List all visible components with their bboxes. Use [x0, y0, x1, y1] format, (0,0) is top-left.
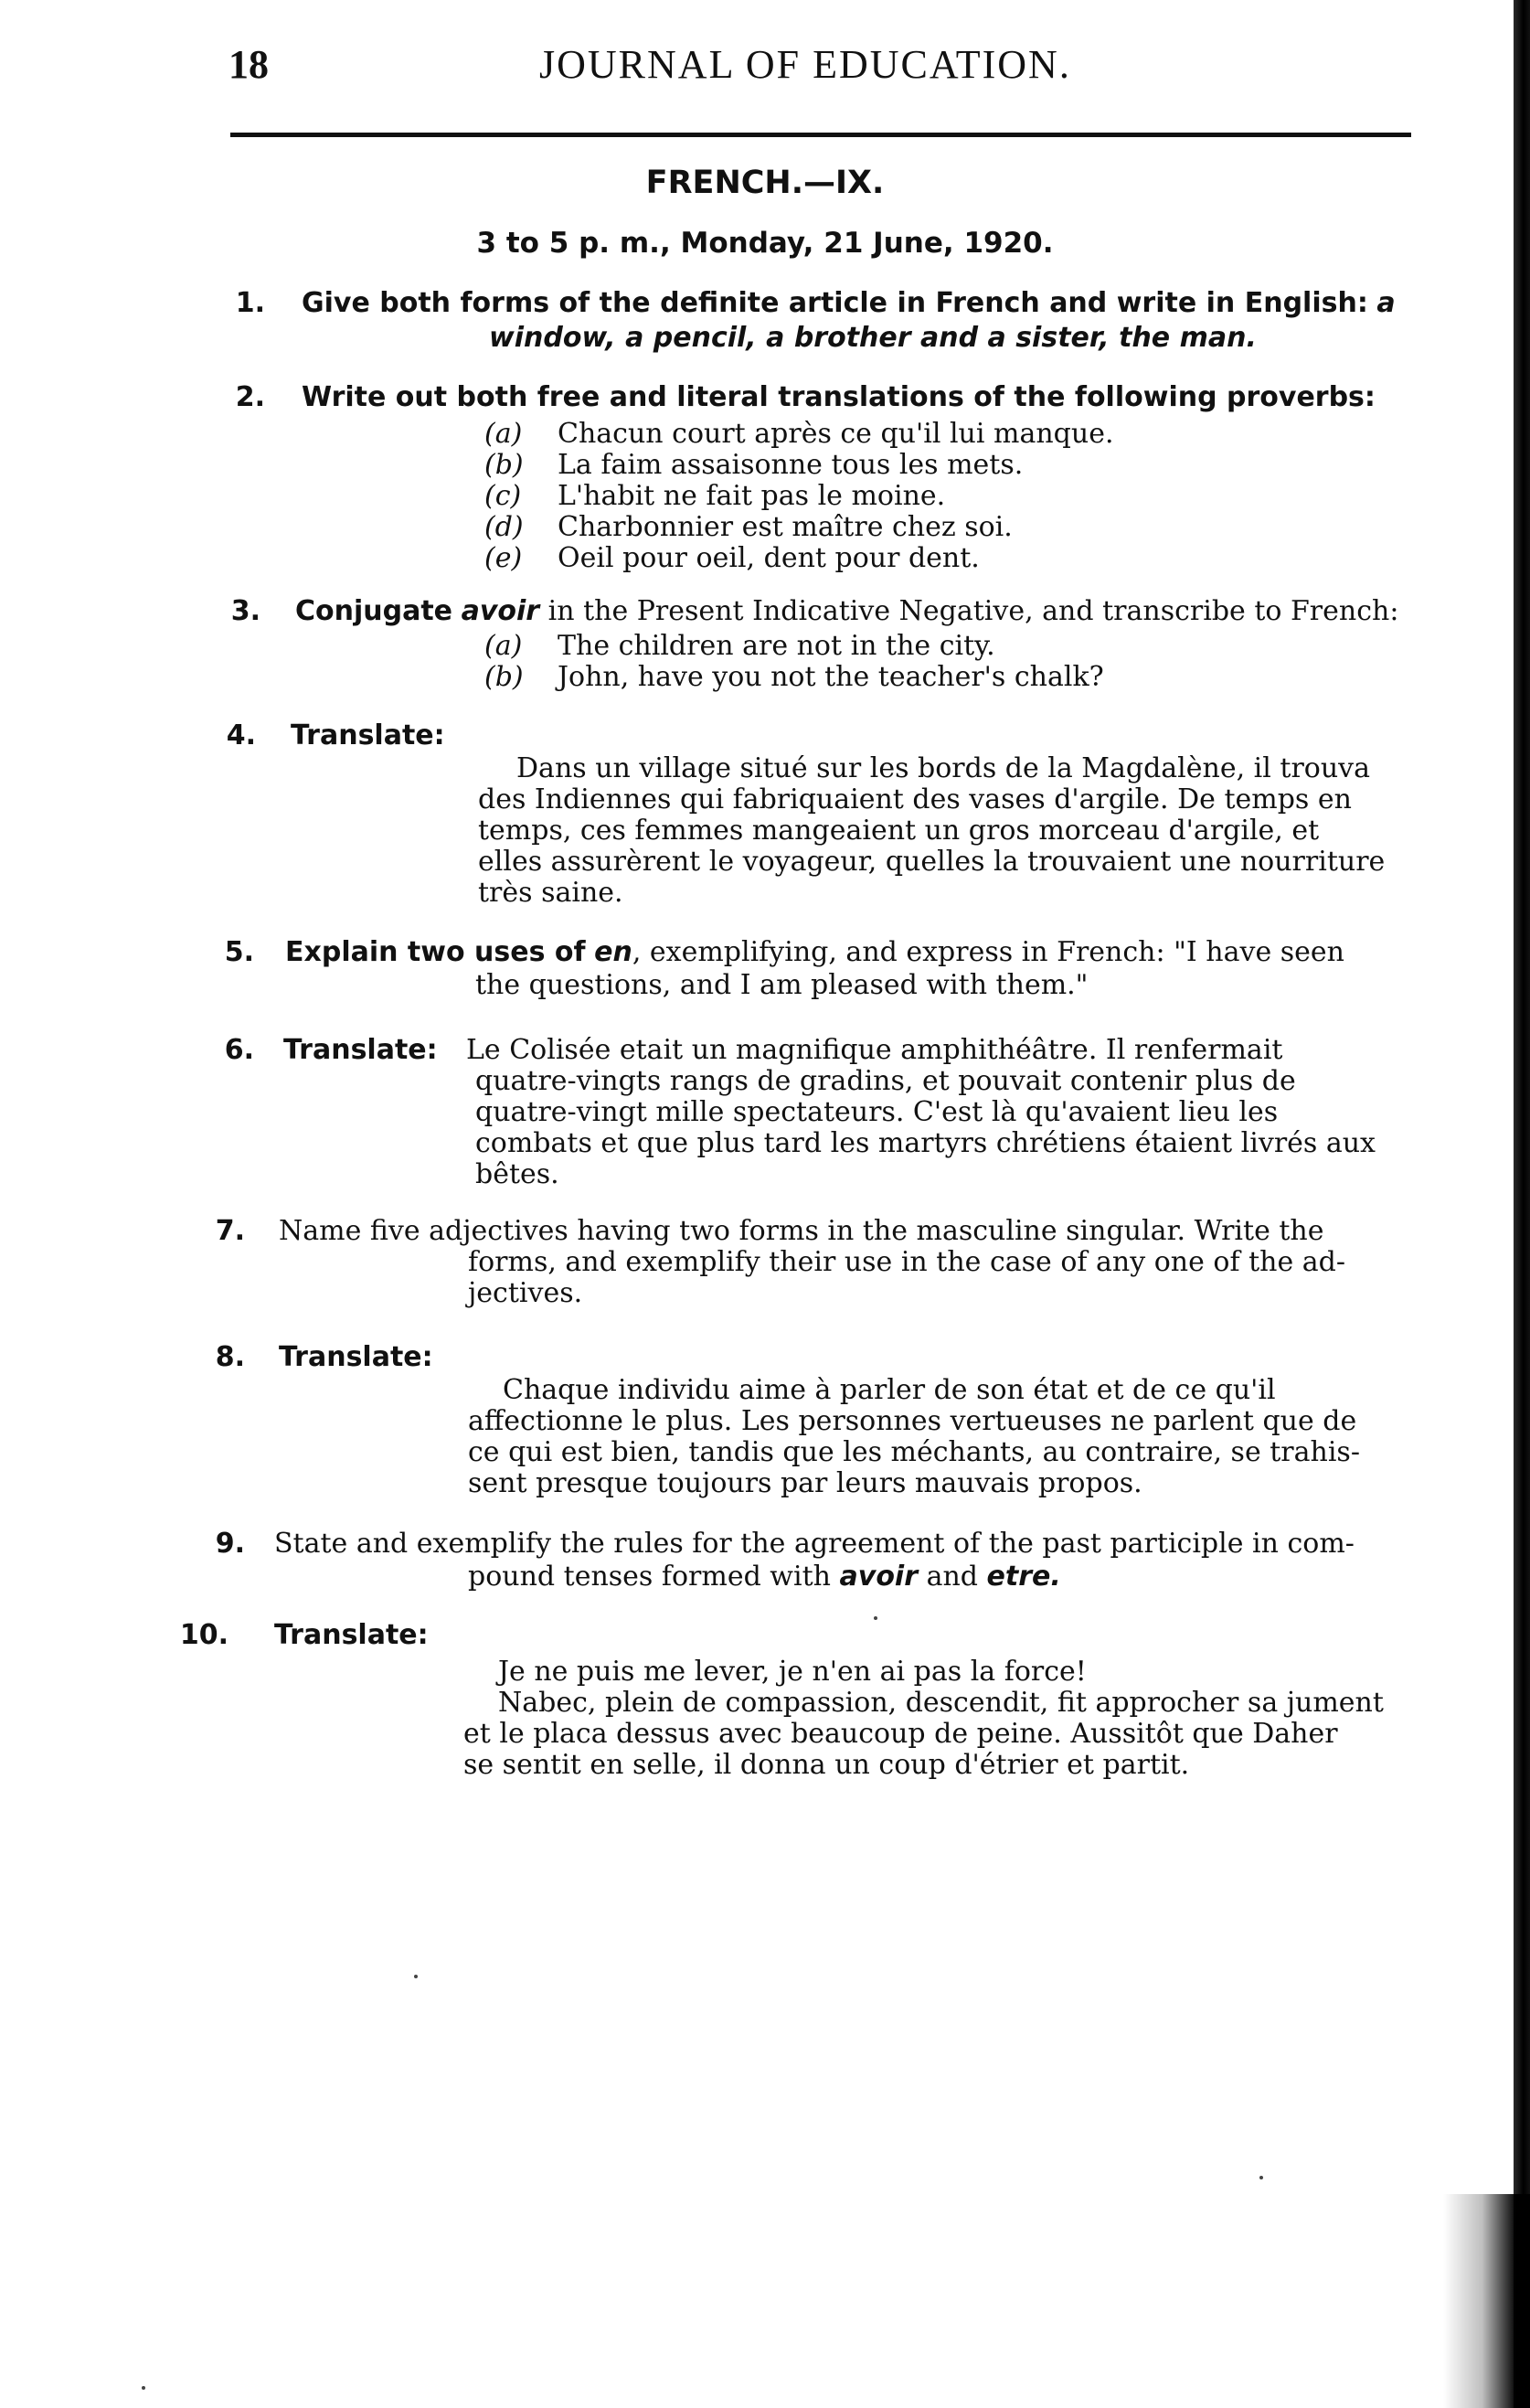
passage-line: Chaque individu aime à parler de son état et de ce qu'il	[503, 1374, 1276, 1406]
question-3	[228, 596, 1417, 697]
proverb-item	[484, 481, 945, 512]
item-text: Chacun court après ce qu'il lui manque.	[558, 418, 1114, 450]
question-1	[228, 288, 1417, 361]
binding-shadow	[1443, 2194, 1530, 2408]
print-speck	[874, 1616, 877, 1620]
header-rule	[230, 133, 1411, 137]
item-label: (c)	[484, 480, 522, 512]
question-prompt	[295, 596, 1398, 627]
passage-line: quatre-vingts rangs de gradins, et pouvait contenir plus de	[475, 1065, 1296, 1097]
item-text: Charbonnier est maître chez soi.	[558, 511, 1013, 543]
question-9	[215, 1528, 1417, 1602]
question-5	[224, 936, 1417, 1010]
question-lead: Explain two uses of	[285, 936, 586, 968]
passage-line: temps, ces femmes mangeaient un gros morceau d'argile, et	[478, 815, 1320, 847]
question-number: 6.	[224, 1034, 254, 1066]
exam-subtitle: 3 to 5 p. m., Monday, 21 June, 1920.	[476, 227, 1054, 260]
transcribe-item	[484, 662, 1104, 693]
transcribe-item	[484, 631, 995, 662]
passage-line: très saine.	[478, 877, 623, 909]
passage-line: affectionne le plus. Les personnes vertueuses ne parlent que de	[468, 1405, 1357, 1437]
item-label: (d)	[484, 511, 524, 543]
print-speck	[414, 1975, 418, 1978]
question-prompt: State and exemplify the rules for the agreement of the past participle in com-	[274, 1528, 1355, 1560]
question-word-avoir: avoir	[839, 1561, 919, 1593]
question-conjunction: and	[926, 1561, 978, 1593]
print-speck	[142, 2386, 145, 2390]
question-number: 8.	[215, 1341, 245, 1373]
question-7	[215, 1215, 1417, 1316]
question-8	[215, 1341, 1417, 1507]
question-text	[302, 288, 1396, 319]
question-number: 7.	[215, 1215, 245, 1247]
passage-line: Le Colisée etait un magnifique amphithéâtre. Il renfermait	[466, 1034, 1283, 1066]
proverb-item	[484, 419, 1113, 450]
proverb-item	[484, 512, 1013, 543]
passage-line: combats et que plus tard les martyrs chrétiens étaient livrés aux	[475, 1127, 1376, 1159]
passage-line: Nabec, plein de compassion, descendit, fit approcher sa jument	[498, 1687, 1384, 1719]
question-text-continued: window, a pencil, a brother and a sister, the man.	[489, 322, 1257, 354]
passage-line: ce qui est bien, tandis que les méchants, au contraire, se trahis-	[468, 1436, 1360, 1468]
question-6	[224, 1034, 1417, 1199]
passage-line: et le placa dessus avec beaucoup de peine. Aussitôt que Daher	[463, 1718, 1338, 1750]
question-text-pre: pound tenses formed with	[468, 1561, 831, 1593]
question-prompt: Give both forms of the definite article in French and write in English:	[302, 287, 1368, 319]
question-verb-pre: Conjugate	[295, 595, 453, 627]
proverb-item	[484, 450, 1023, 481]
question-text-continued: jectives.	[468, 1277, 583, 1309]
question-prompt: Write out both free and literal translations of the following proverbs:	[302, 381, 1376, 413]
item-text: La faim assaisonne tous les mets.	[558, 449, 1024, 481]
question-lead: Translate:	[274, 1619, 429, 1651]
question-2	[228, 382, 1417, 574]
print-speck	[1259, 2176, 1263, 2179]
question-number: 2.	[235, 381, 265, 413]
journal-title: JOURNAL OF EDUCATION.	[539, 42, 1071, 87]
item-text: Oeil pour oeil, dent pour dent.	[558, 542, 980, 574]
question-number: 5.	[224, 936, 254, 968]
question-lead: Translate:	[279, 1341, 433, 1373]
question-verb: avoir	[461, 595, 540, 627]
proverb-item	[484, 543, 980, 574]
question-number: 9.	[215, 1528, 245, 1560]
passage-line: elles assurèrent le voyageur, quelles la trouvaient une nourriture	[478, 846, 1386, 878]
question-text-continued	[468, 1561, 1061, 1593]
item-text: L'habit ne fait pas le moine.	[558, 480, 946, 512]
question-prompt: Name five adjectives having two forms in the masculine singular. Write the	[279, 1215, 1324, 1247]
passage-line: quatre-vingt mille spectateurs. C'est là qu'avaient lieu les	[475, 1096, 1279, 1128]
passage-line: des Indiennes qui fabriquaient des vases d'argile. De temps en	[478, 783, 1352, 815]
question-lead: Translate:	[283, 1034, 438, 1066]
question-prompt-tail: a	[1376, 287, 1396, 319]
question-prompt	[285, 937, 1344, 968]
page-header	[228, 41, 1417, 105]
question-text-continued: forms, and exemplify their use in the case of any one of the ad-	[468, 1246, 1345, 1278]
question-word: en	[594, 936, 632, 968]
item-text: The children are not in the city.	[558, 630, 995, 662]
passage-line: bêtes.	[475, 1158, 559, 1190]
passage-line: sent presque toujours par leurs mauvais propos.	[468, 1467, 1142, 1499]
question-verb-post: in the Present Indicative Negative, and transcribe to French:	[547, 595, 1399, 627]
item-label: (a)	[484, 630, 523, 662]
passage-line: Dans un village situé sur les bords de la Magdalène, il trouva	[516, 752, 1370, 784]
exam-title: FRENCH.—IX.	[645, 165, 885, 201]
question-number: 3.	[230, 595, 260, 627]
question-rest: , exemplifying, and express in French: "I have seen	[632, 936, 1344, 968]
passage-line: Je ne puis me lever, je n'en ai pas la force!	[498, 1656, 1087, 1688]
binding-edge	[1514, 0, 1530, 2408]
item-label: (a)	[484, 418, 523, 450]
item-label: (b)	[484, 449, 524, 481]
question-4	[228, 720, 1417, 922]
question-number: 4.	[226, 719, 256, 751]
question-word-etre: etre.	[986, 1561, 1061, 1593]
question-number: 10.	[179, 1619, 228, 1651]
page-number: 18	[228, 42, 269, 87]
item-text: John, have you not the teacher's chalk?	[558, 661, 1104, 693]
item-label: (e)	[484, 542, 523, 574]
question-number: 1.	[235, 287, 265, 319]
question-text-continued: the questions, and I am pleased with them."	[475, 969, 1089, 1001]
passage-line: se sentit en selle, il donna un coup d'étrier et partit.	[463, 1749, 1190, 1781]
question-10	[179, 1619, 1417, 1803]
item-label: (b)	[484, 661, 524, 693]
question-lead: Translate:	[291, 719, 445, 751]
